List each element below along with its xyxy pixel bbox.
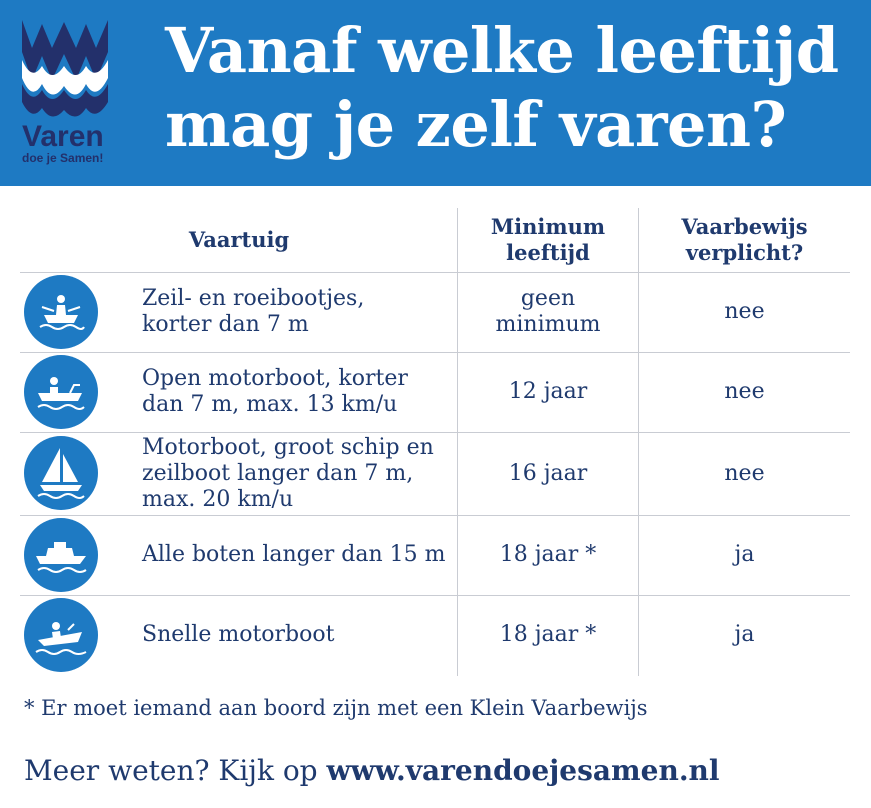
varen-logo xyxy=(20,18,110,166)
sailboat-icon xyxy=(24,436,98,510)
large-ship-icon xyxy=(24,518,98,592)
license-required: nee xyxy=(724,460,765,486)
title-line-2: mag je zelf varen? xyxy=(165,88,787,161)
minimum-age: geen minimum xyxy=(495,286,601,337)
license-required: ja xyxy=(734,622,755,647)
table-row xyxy=(20,272,850,352)
vessel-description: Alle boten langer dan 15 m xyxy=(142,542,446,567)
vessel-description: Snelle motorboot xyxy=(142,622,335,647)
minimum-age: 18 jaar * xyxy=(499,542,597,567)
table-row xyxy=(20,352,850,432)
footnote: * Er moet iemand aan boord zijn met een Klein Vaarbewijs xyxy=(24,696,648,720)
table-row xyxy=(20,515,850,595)
header-banner xyxy=(0,0,871,186)
logo-text: Varen xyxy=(22,120,104,153)
sailing-rowing-boat-icon xyxy=(24,275,98,349)
page-title xyxy=(165,14,839,162)
column-header-vaartuig: Vaartuig xyxy=(188,227,290,252)
vessel-description: Open motorboot, korter dan 7 m, max. 13 km/u xyxy=(142,366,408,417)
speedboat-icon xyxy=(24,598,98,672)
license-required: nee xyxy=(724,379,765,404)
license-required: ja xyxy=(734,542,755,567)
more-info xyxy=(24,754,720,787)
open-motorboat-icon xyxy=(24,355,98,429)
minimum-age: 18 jaar * xyxy=(499,622,597,647)
vessel-description: Zeil- en roeibootjes, korter dan 7 m xyxy=(142,286,365,337)
more-info-prefix: Meer weten? Kijk op xyxy=(24,754,327,787)
minimum-age: 16 jaar xyxy=(508,460,588,486)
table-row xyxy=(20,432,850,515)
title-line-1: Vanaf welke leeftijd xyxy=(165,14,839,87)
license-required: nee xyxy=(724,299,765,324)
minimum-age: 12 jaar xyxy=(508,379,588,404)
logo-subtext: doe je Samen! xyxy=(22,151,104,165)
column-header-vaarbewijs: Vaarbewijs verplicht? xyxy=(681,214,808,265)
table-row xyxy=(20,595,850,675)
vessel-description: Motorboot, groot schip en zeilboot langer dan 7 m, max. 20 km/u xyxy=(142,434,434,512)
column-header-leeftijd: Minimum leeftijd xyxy=(490,214,606,265)
website-link[interactable]: www.varendoejesamen.nl xyxy=(326,754,720,787)
